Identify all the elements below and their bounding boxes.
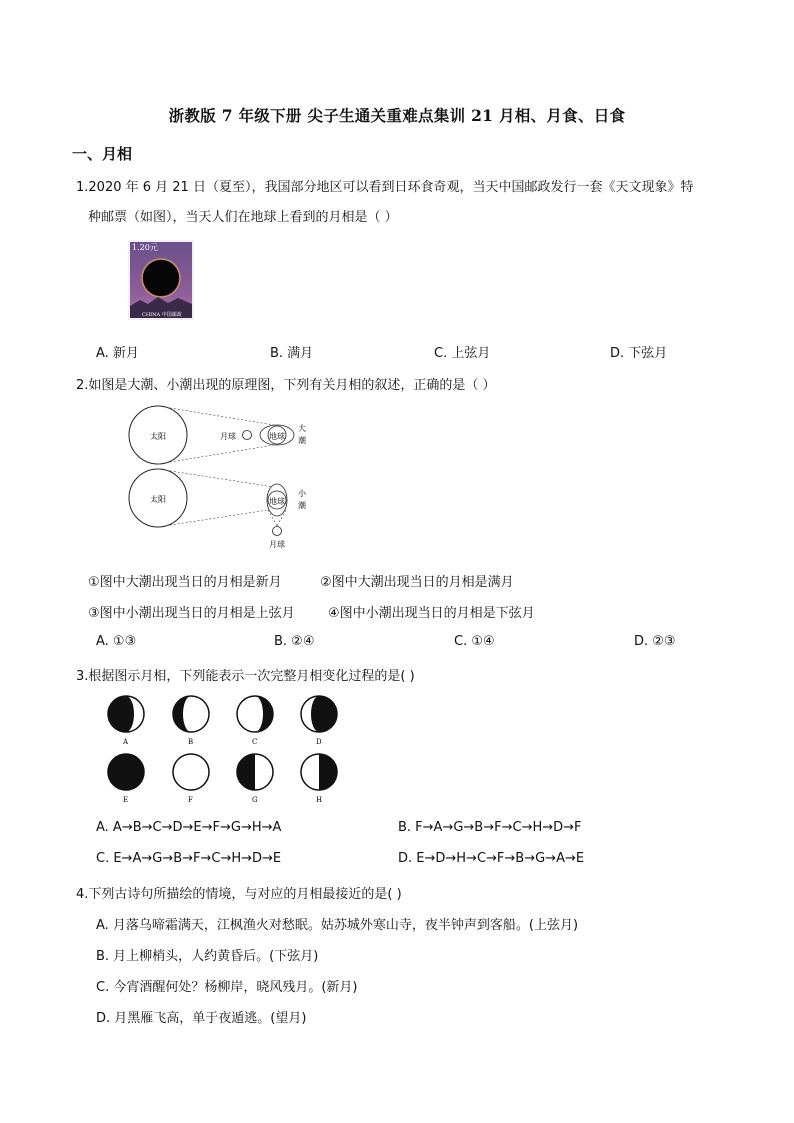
svg-text:C: C bbox=[252, 738, 258, 746]
tide-diagram bbox=[124, 398, 334, 550]
moon-phase-h bbox=[301, 754, 337, 804]
svg-text:B: B bbox=[188, 738, 194, 746]
q2-stem: 2.如图是大潮、小潮出现的原理图，下列有关月相的叙述，正确的是（ ） bbox=[76, 378, 496, 393]
moon-phase-g bbox=[237, 754, 273, 804]
earth-label-2: 地球 bbox=[269, 497, 285, 506]
q1-stem-line2: 种邮票（如图），当天人们在地球上看到的月相是（ ） bbox=[88, 210, 398, 225]
q4-stem: 4.下列古诗句所描绘的情境，与对应的月相最接近的是( ) bbox=[76, 887, 402, 902]
moon-phase-d bbox=[301, 696, 337, 746]
moon-phase-a bbox=[108, 696, 144, 746]
earth-label-1: 地球 bbox=[269, 432, 285, 441]
moon-phase-f bbox=[173, 754, 209, 804]
moon-phase-b bbox=[173, 696, 209, 746]
q3-option-c[interactable]: C. E→A→G→B→F→C→H→D→E bbox=[96, 851, 282, 866]
q2-statement-1: ①图中大潮出现当日的月相是新月 bbox=[88, 575, 282, 590]
svg-text:H: H bbox=[316, 796, 323, 804]
section-heading: 一、月相 bbox=[72, 145, 133, 163]
svg-text:E: E bbox=[123, 796, 129, 804]
svg-text:F: F bbox=[188, 796, 193, 804]
q4-option-b[interactable]: B. 月上柳梢头，人约黄昏后。(下弦月) bbox=[96, 949, 319, 964]
q4-option-c[interactable]: C. 今宵酒醒何处？杨柳岸，晓风残月。(新月) bbox=[96, 980, 358, 995]
q3-stem: 3.根据图示月相，下列能表示一次完整月相变化过程的是( ) bbox=[76, 669, 415, 684]
q1-option-b[interactable]: B. 满月 bbox=[270, 346, 314, 361]
sun-label-1: 太阳 bbox=[150, 432, 166, 441]
q3-option-a[interactable]: A. A→B→C→D→E→F→G→H→A bbox=[96, 820, 282, 835]
moon-label-1: 月球 bbox=[220, 432, 236, 441]
moon-phase-c bbox=[237, 696, 273, 746]
q2-statement-3: ③图中小潮出现当日的月相是上弦月 bbox=[88, 606, 295, 621]
svg-text:D: D bbox=[316, 738, 322, 746]
moon-phase-figure bbox=[100, 692, 350, 808]
q1-option-c[interactable]: C. 上弦月 bbox=[434, 346, 491, 361]
q3-option-d[interactable]: D. E→D→H→C→F→B→G→A→E bbox=[398, 851, 585, 866]
spring-tide-label: 大 bbox=[298, 424, 306, 433]
q2-option-b[interactable]: B. ②④ bbox=[274, 634, 315, 649]
sun-label-2: 太阳 bbox=[150, 495, 166, 504]
stamp-value: 1.20元 bbox=[132, 243, 158, 252]
neap-tide-label-2: 潮 bbox=[298, 501, 306, 510]
stamp-image bbox=[128, 240, 194, 320]
q3-option-b[interactable]: B. F→A→G→B→F→C→H→D→F bbox=[398, 820, 582, 835]
q2-statement-4: ④图中小潮出现当日的月相是下弦月 bbox=[328, 606, 535, 621]
svg-text:G: G bbox=[252, 796, 258, 804]
moon-phase-e bbox=[108, 754, 144, 804]
q2-option-c[interactable]: C. ①④ bbox=[454, 634, 495, 649]
q4-option-a[interactable]: A. 月落乌啼霜满天，江枫渔火对愁眠。姑苏城外寒山寺，夜半钟声到客船。(上弦月) bbox=[96, 918, 579, 933]
q1-option-a[interactable]: A. 新月 bbox=[96, 346, 139, 361]
q2-option-d[interactable]: D. ②③ bbox=[634, 634, 676, 649]
stamp-brand: CHINA 中国邮政 bbox=[142, 312, 182, 318]
q1-stem-line1: 1.2020 年 6 月 21 日（夏至），我国部分地区可以看到日环食奇观，当天中国邮政发行一套《天文现象》特 bbox=[76, 180, 694, 195]
q4-option-d[interactable]: D. 月黑雁飞高，单于夜遁逃。(望月) bbox=[96, 1011, 307, 1026]
q1-option-d[interactable]: D. 下弦月 bbox=[610, 346, 668, 361]
document-title: 浙教版 7 年级下册 尖子生通关重难点集训 21 月相、月食、日食 bbox=[168, 106, 626, 125]
neap-tide-label: 小 bbox=[298, 489, 306, 498]
spring-tide-label-2: 潮 bbox=[298, 436, 306, 445]
svg-text:A: A bbox=[123, 738, 129, 746]
q2-statement-2: ②图中大潮出现当日的月相是满月 bbox=[320, 575, 514, 590]
moon-label-2: 月球 bbox=[269, 540, 285, 549]
q2-option-a[interactable]: A. ①③ bbox=[96, 634, 137, 649]
